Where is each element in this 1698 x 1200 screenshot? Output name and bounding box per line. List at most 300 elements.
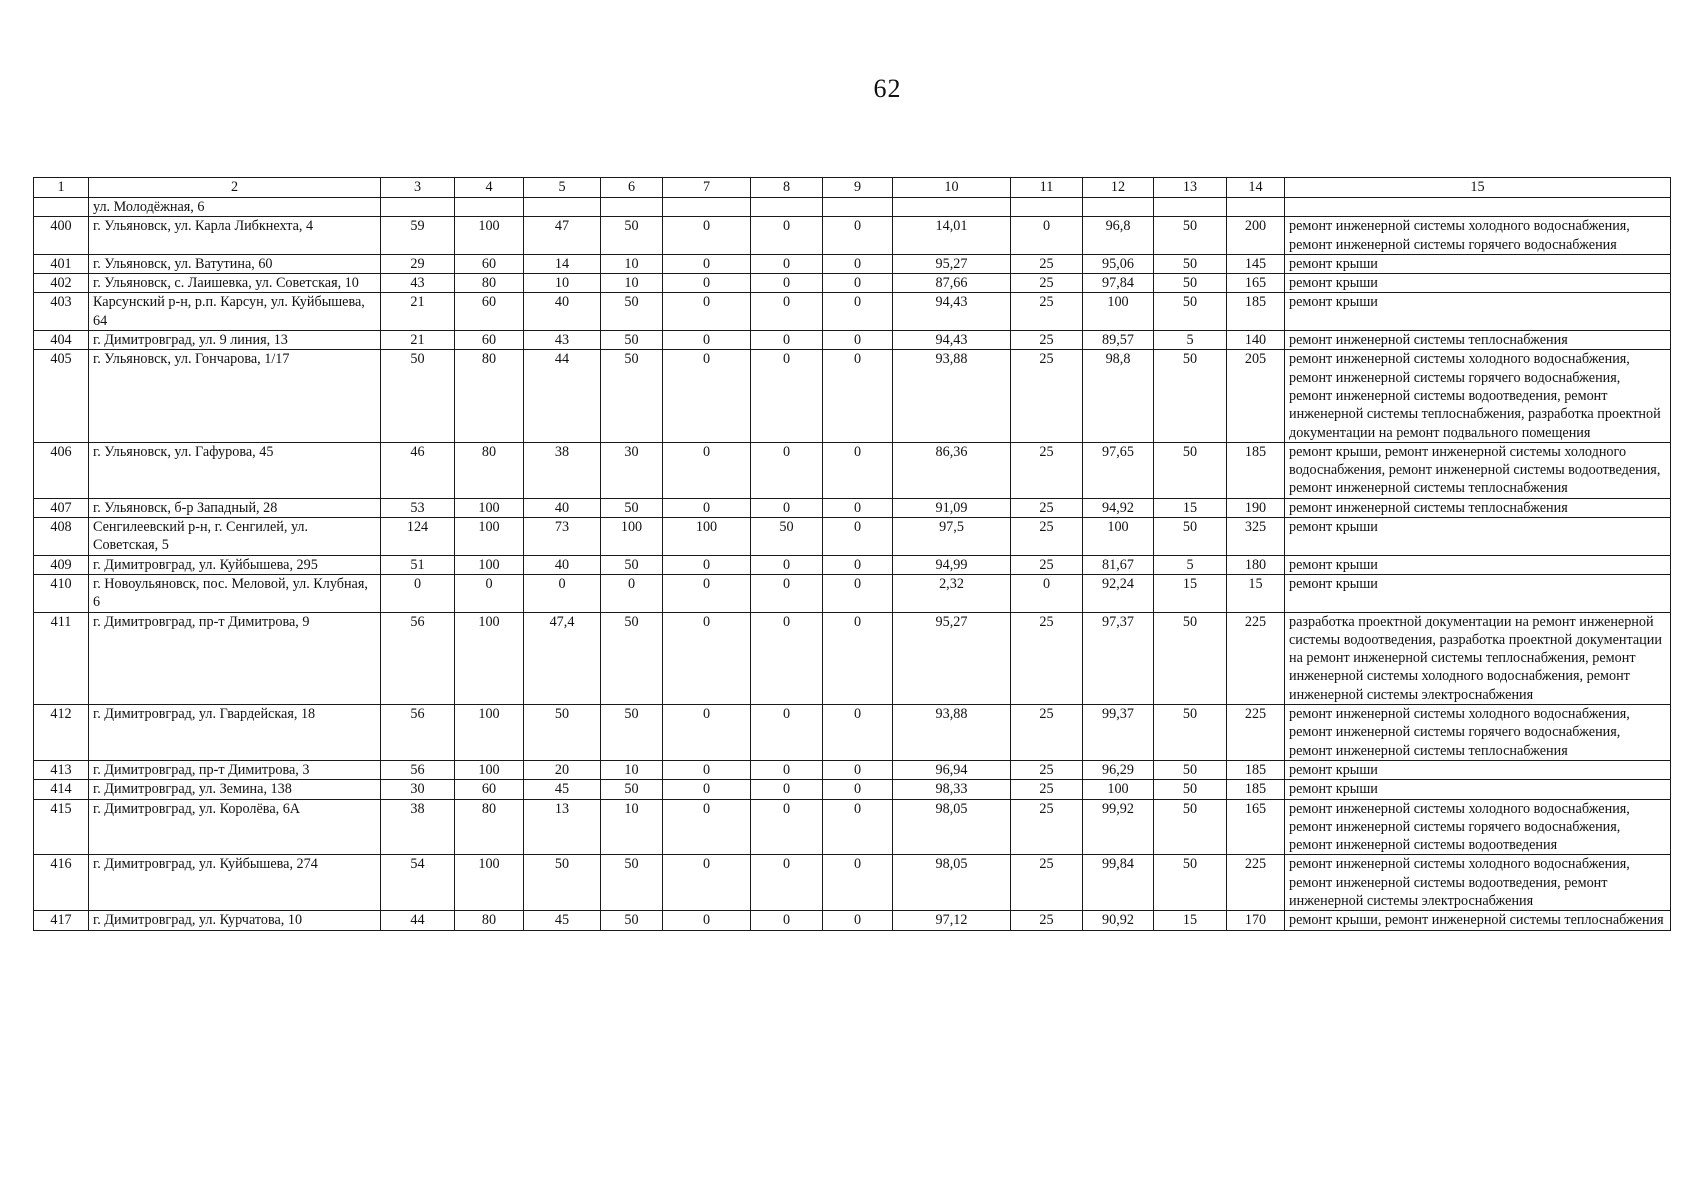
value-cell-col-10: 93,88 [893,350,1011,442]
value-cell-col-4: 100 [455,217,524,255]
value-cell-col-5: 50 [524,855,601,911]
value-cell-col-13: 50 [1154,293,1227,331]
value-cell-col-9: 0 [823,293,893,331]
value-cell-col-14: 185 [1227,760,1285,779]
value-cell-col-13: 50 [1154,780,1227,799]
value-cell-col-4 [455,198,524,217]
value-cell-col-3: 51 [381,555,455,574]
value-cell-col-10: 98,05 [893,799,1011,855]
work-type-cell: ремонт крыши [1285,274,1671,293]
value-cell-col-11: 25 [1011,498,1083,517]
value-cell-col-12: 97,84 [1083,274,1154,293]
value-cell-col-9: 0 [823,612,893,704]
value-cell-col-10: 86,36 [893,442,1011,498]
work-type-cell: ремонт инженерной системы теплоснабжения [1285,498,1671,517]
value-cell-col-7: 0 [663,350,751,442]
work-type-cell: разработка проектной документации на ремонт инженерной системы водоотведения, разработка проектной документации на ремонт инженерной системы теплоснабжения, ремонт инженерной системы холодного водоснабжения, ремонт инженерной системы электроснабжения [1285,612,1671,704]
column-header-14: 14 [1227,178,1285,198]
value-cell-col-4: 80 [455,442,524,498]
table-row [34,574,1671,612]
column-header-5: 5 [524,178,601,198]
value-cell-col-7: 0 [663,555,751,574]
value-cell-col-9: 0 [823,274,893,293]
address-cell: г. Ульяновск, ул. Ватутина, 60 [89,254,381,273]
column-header-11: 11 [1011,178,1083,198]
value-cell-col-4: 100 [455,555,524,574]
work-type-cell: ремонт инженерной системы холодного водоснабжения, ремонт инженерной системы горячего водоснабжения, ремонт инженерной системы водоотведения [1285,799,1671,855]
address-cell: г. Димитровград, ул. Земина, 138 [89,780,381,799]
value-cell-col-13: 50 [1154,274,1227,293]
value-cell-col-9: 0 [823,498,893,517]
column-header-8: 8 [751,178,823,198]
value-cell-col-13: 50 [1154,760,1227,779]
work-type-cell: ремонт крыши, ремонт инженерной системы холодного водоснабжения, ремонт инженерной системы водоотведения, ремонт инженерной системы теплоснабжения [1285,442,1671,498]
value-cell-col-11: 25 [1011,274,1083,293]
row-number-cell: 405 [34,350,89,442]
value-cell-col-6: 50 [601,293,663,331]
value-cell-col-11: 25 [1011,518,1083,556]
value-cell-col-12: 98,8 [1083,350,1154,442]
value-cell-col-14: 165 [1227,799,1285,855]
row-number-cell: 410 [34,574,89,612]
value-cell-col-3: 43 [381,274,455,293]
column-header-2: 2 [89,178,381,198]
value-cell-col-6: 50 [601,855,663,911]
value-cell-col-5: 45 [524,911,601,930]
row-number-cell: 406 [34,442,89,498]
value-cell-col-8: 0 [751,442,823,498]
value-cell-col-12: 90,92 [1083,911,1154,930]
row-number-cell: 400 [34,217,89,255]
row-number-cell: 413 [34,760,89,779]
row-number-cell: 415 [34,799,89,855]
value-cell-col-5: 13 [524,799,601,855]
value-cell-col-9: 0 [823,705,893,761]
value-cell-col-3: 54 [381,855,455,911]
value-cell-col-7: 0 [663,574,751,612]
value-cell-col-3: 38 [381,799,455,855]
address-cell: г. Ульяновск, с. Лаишевка, ул. Советская, 10 [89,274,381,293]
value-cell-col-8: 0 [751,254,823,273]
row-number-cell: 407 [34,498,89,517]
value-cell-col-5: 40 [524,293,601,331]
value-cell-col-12: 99,92 [1083,799,1154,855]
value-cell-col-13: 50 [1154,254,1227,273]
value-cell-col-10: 2,32 [893,574,1011,612]
value-cell-col-8: 50 [751,518,823,556]
value-cell-col-11: 25 [1011,442,1083,498]
value-cell-col-10: 91,09 [893,498,1011,517]
table-row [34,274,1671,293]
value-cell-col-14: 190 [1227,498,1285,517]
row-number-cell: 412 [34,705,89,761]
value-cell-col-5: 38 [524,442,601,498]
table-row [34,293,1671,331]
value-cell-col-3: 56 [381,760,455,779]
work-type-cell: ремонт инженерной системы холодного водоснабжения, ремонт инженерной системы водоотведения, ремонт инженерной системы электроснабжения [1285,855,1671,911]
value-cell-col-12: 95,06 [1083,254,1154,273]
address-cell: г. Димитровград, ул. Куйбышева, 274 [89,855,381,911]
value-cell-col-9: 0 [823,254,893,273]
table-row [34,518,1671,556]
value-cell-col-6: 0 [601,574,663,612]
row-number-cell: 408 [34,518,89,556]
value-cell-col-4: 100 [455,855,524,911]
address-cell: г. Димитровград, ул. Королёва, 6А [89,799,381,855]
value-cell-col-11: 0 [1011,574,1083,612]
value-cell-col-12: 94,92 [1083,498,1154,517]
value-cell-col-12 [1083,198,1154,217]
value-cell-col-5: 14 [524,254,601,273]
value-cell-col-11: 25 [1011,555,1083,574]
work-type-cell: ремонт инженерной системы холодного водоснабжения, ремонт инженерной системы горячего водоснабжения, ремонт инженерной системы водоотведения, ремонт инженерной системы теплоснабжения, разработка проектной документации на ремонт подвального помещения [1285,350,1671,442]
value-cell-col-7: 0 [663,855,751,911]
value-cell-col-14: 140 [1227,331,1285,350]
value-cell-col-6: 30 [601,442,663,498]
header-row [34,178,1671,198]
value-cell-col-3: 21 [381,331,455,350]
value-cell-col-5: 40 [524,555,601,574]
work-type-cell: ремонт инженерной системы холодного водоснабжения, ремонт инженерной системы горячего водоснабжения [1285,217,1671,255]
table-header [34,178,1671,198]
column-header-9: 9 [823,178,893,198]
work-type-cell: ремонт крыши [1285,760,1671,779]
value-cell-col-5: 0 [524,574,601,612]
value-cell-col-9: 0 [823,911,893,930]
value-cell-col-14: 325 [1227,518,1285,556]
value-cell-col-3: 0 [381,574,455,612]
value-cell-col-7 [663,198,751,217]
value-cell-col-13: 50 [1154,217,1227,255]
address-cell: г. Димитровград, пр-т Димитрова, 9 [89,612,381,704]
table-row [34,911,1671,930]
value-cell-col-4: 80 [455,350,524,442]
address-cell: г. Димитровград, пр-т Димитрова, 3 [89,760,381,779]
column-header-6: 6 [601,178,663,198]
value-cell-col-11: 25 [1011,293,1083,331]
value-cell-col-14: 145 [1227,254,1285,273]
value-cell-col-9: 0 [823,574,893,612]
value-cell-col-10 [893,198,1011,217]
value-cell-col-3: 29 [381,254,455,273]
row-number-cell: 416 [34,855,89,911]
value-cell-col-9: 0 [823,442,893,498]
value-cell-col-3: 30 [381,780,455,799]
row-number-cell: 404 [34,331,89,350]
value-cell-col-10: 94,43 [893,293,1011,331]
value-cell-col-14: 185 [1227,442,1285,498]
value-cell-col-3: 53 [381,498,455,517]
value-cell-col-10: 94,43 [893,331,1011,350]
value-cell-col-5: 73 [524,518,601,556]
row-number-cell: 409 [34,555,89,574]
value-cell-col-12: 96,8 [1083,217,1154,255]
value-cell-col-8: 0 [751,274,823,293]
value-cell-col-6: 10 [601,760,663,779]
value-cell-col-6: 100 [601,518,663,556]
column-header-13: 13 [1154,178,1227,198]
value-cell-col-4: 60 [455,293,524,331]
value-cell-col-8: 0 [751,293,823,331]
table-row [34,705,1671,761]
value-cell-col-5: 20 [524,760,601,779]
value-cell-col-5: 10 [524,274,601,293]
value-cell-col-13: 5 [1154,555,1227,574]
value-cell-col-4: 80 [455,911,524,930]
value-cell-col-4: 100 [455,498,524,517]
value-cell-col-7: 0 [663,217,751,255]
value-cell-col-9: 0 [823,799,893,855]
value-cell-col-8: 0 [751,574,823,612]
table-row [34,555,1671,574]
table-body [34,198,1671,931]
value-cell-col-14: 180 [1227,555,1285,574]
value-cell-col-14: 185 [1227,293,1285,331]
value-cell-col-14: 15 [1227,574,1285,612]
work-type-cell: ремонт крыши, ремонт инженерной системы теплоснабжения [1285,911,1671,930]
value-cell-col-9: 0 [823,331,893,350]
value-cell-col-13: 15 [1154,574,1227,612]
value-cell-col-6: 10 [601,274,663,293]
value-cell-col-11: 25 [1011,331,1083,350]
value-cell-col-4: 100 [455,518,524,556]
value-cell-col-7: 0 [663,293,751,331]
value-cell-col-8: 0 [751,799,823,855]
value-cell-col-6: 50 [601,555,663,574]
table-row [34,198,1671,217]
value-cell-col-10: 95,27 [893,612,1011,704]
value-cell-col-4: 0 [455,574,524,612]
table-row [34,217,1671,255]
value-cell-col-13: 50 [1154,612,1227,704]
value-cell-col-14: 225 [1227,855,1285,911]
table-row [34,331,1671,350]
work-type-cell: ремонт крыши [1285,254,1671,273]
value-cell-col-10: 98,33 [893,780,1011,799]
value-cell-col-11: 0 [1011,217,1083,255]
work-type-cell: ремонт крыши [1285,574,1671,612]
column-header-1: 1 [34,178,89,198]
value-cell-col-6: 50 [601,780,663,799]
value-cell-col-9: 0 [823,555,893,574]
value-cell-col-13: 50 [1154,442,1227,498]
value-cell-col-8: 0 [751,612,823,704]
value-cell-col-9: 0 [823,760,893,779]
value-cell-col-6: 50 [601,331,663,350]
value-cell-col-4: 100 [455,705,524,761]
table-row [34,612,1671,704]
row-number-cell: 417 [34,911,89,930]
value-cell-col-13: 15 [1154,498,1227,517]
value-cell-col-7: 0 [663,498,751,517]
value-cell-col-7: 0 [663,612,751,704]
value-cell-col-11: 25 [1011,612,1083,704]
value-cell-col-13: 50 [1154,518,1227,556]
value-cell-col-10: 97,5 [893,518,1011,556]
row-number-cell: 401 [34,254,89,273]
value-cell-col-8 [751,198,823,217]
table-row [34,254,1671,273]
value-cell-col-6: 50 [601,911,663,930]
address-cell: г. Димитровград, ул. Курчатова, 10 [89,911,381,930]
value-cell-col-12: 99,37 [1083,705,1154,761]
address-cell: Карсунский р-н, р.п. Карсун, ул. Куйбышева, 64 [89,293,381,331]
address-cell: г. Ульяновск, ул. Гончарова, 1/17 [89,350,381,442]
value-cell-col-14: 200 [1227,217,1285,255]
value-cell-col-8: 0 [751,555,823,574]
value-cell-col-3: 59 [381,217,455,255]
value-cell-col-9: 0 [823,518,893,556]
column-header-15: 15 [1285,178,1671,198]
value-cell-col-6: 50 [601,217,663,255]
value-cell-col-11: 25 [1011,780,1083,799]
table-row [34,350,1671,442]
value-cell-col-14: 225 [1227,612,1285,704]
value-cell-col-14: 205 [1227,350,1285,442]
value-cell-col-3: 50 [381,350,455,442]
value-cell-col-11: 25 [1011,760,1083,779]
column-header-10: 10 [893,178,1011,198]
value-cell-col-7: 0 [663,799,751,855]
work-type-cell [1285,198,1671,217]
value-cell-col-12: 89,57 [1083,331,1154,350]
value-cell-col-8: 0 [751,911,823,930]
value-cell-col-7: 0 [663,442,751,498]
value-cell-col-5: 47 [524,217,601,255]
column-header-4: 4 [455,178,524,198]
value-cell-col-7: 0 [663,780,751,799]
address-cell: г. Димитровград, ул. Гвардейская, 18 [89,705,381,761]
value-cell-col-3 [381,198,455,217]
value-cell-col-4: 60 [455,331,524,350]
value-cell-col-6: 50 [601,350,663,442]
work-type-cell: ремонт крыши [1285,293,1671,331]
value-cell-col-8: 0 [751,331,823,350]
repair-program-table [33,177,1671,931]
value-cell-col-4: 80 [455,274,524,293]
table-row [34,780,1671,799]
value-cell-col-7: 0 [663,911,751,930]
value-cell-col-8: 0 [751,350,823,442]
value-cell-col-5: 50 [524,705,601,761]
row-number-cell: 403 [34,293,89,331]
value-cell-col-11: 25 [1011,799,1083,855]
value-cell-col-7: 100 [663,518,751,556]
value-cell-col-10: 97,12 [893,911,1011,930]
value-cell-col-11 [1011,198,1083,217]
work-type-cell: ремонт крыши [1285,518,1671,556]
value-cell-col-3: 46 [381,442,455,498]
value-cell-col-5: 40 [524,498,601,517]
address-cell: г. Ульяновск, ул. Карла Либкнехта, 4 [89,217,381,255]
value-cell-col-7: 0 [663,331,751,350]
column-header-3: 3 [381,178,455,198]
value-cell-col-9: 0 [823,350,893,442]
value-cell-col-6: 10 [601,254,663,273]
value-cell-col-4: 100 [455,760,524,779]
value-cell-col-8: 0 [751,760,823,779]
value-cell-col-9: 0 [823,780,893,799]
work-type-cell: ремонт крыши [1285,555,1671,574]
value-cell-col-9: 0 [823,855,893,911]
value-cell-col-13: 5 [1154,331,1227,350]
value-cell-col-13: 50 [1154,855,1227,911]
value-cell-col-11: 25 [1011,350,1083,442]
value-cell-col-4: 100 [455,612,524,704]
value-cell-col-12: 99,84 [1083,855,1154,911]
value-cell-col-7: 0 [663,274,751,293]
value-cell-col-12: 100 [1083,518,1154,556]
value-cell-col-6 [601,198,663,217]
value-cell-col-8: 0 [751,855,823,911]
value-cell-col-14: 225 [1227,705,1285,761]
value-cell-col-11: 25 [1011,705,1083,761]
value-cell-col-6: 50 [601,498,663,517]
value-cell-col-10: 98,05 [893,855,1011,911]
value-cell-col-13: 50 [1154,350,1227,442]
value-cell-col-8: 0 [751,780,823,799]
address-cell: Сенгилеевский р-н, г. Сенгилей, ул. Советская, 5 [89,518,381,556]
address-cell: ул. Молодёжная, 6 [89,198,381,217]
value-cell-col-12: 97,65 [1083,442,1154,498]
row-number-cell: 414 [34,780,89,799]
value-cell-col-8: 0 [751,217,823,255]
value-cell-col-13: 50 [1154,705,1227,761]
work-type-cell: ремонт инженерной системы холодного водоснабжения, ремонт инженерной системы горячего водоснабжения, ремонт инженерной системы теплоснабжения [1285,705,1671,761]
value-cell-col-14: 185 [1227,780,1285,799]
page-number: 62 [873,74,902,103]
row-number-cell [34,198,89,217]
value-cell-col-3: 124 [381,518,455,556]
value-cell-col-3: 56 [381,612,455,704]
value-cell-col-13: 50 [1154,799,1227,855]
value-cell-col-3: 44 [381,911,455,930]
value-cell-col-7: 0 [663,254,751,273]
table-row [34,760,1671,779]
value-cell-col-10: 95,27 [893,254,1011,273]
work-type-cell: ремонт крыши [1285,780,1671,799]
value-cell-col-14 [1227,198,1285,217]
value-cell-col-10: 96,94 [893,760,1011,779]
value-cell-col-3: 56 [381,705,455,761]
value-cell-col-5: 44 [524,350,601,442]
value-cell-col-11: 25 [1011,911,1083,930]
value-cell-col-4: 60 [455,254,524,273]
column-header-12: 12 [1083,178,1154,198]
value-cell-col-12: 81,67 [1083,555,1154,574]
table-row [34,498,1671,517]
value-cell-col-11: 25 [1011,855,1083,911]
value-cell-col-5: 45 [524,780,601,799]
work-type-cell: ремонт инженерной системы теплоснабжения [1285,331,1671,350]
value-cell-col-12: 92,24 [1083,574,1154,612]
address-cell: г. Новоульяновск, пос. Меловой, ул. Клубная, 6 [89,574,381,612]
table-row [34,442,1671,498]
address-cell: г. Димитровград, ул. Куйбышева, 295 [89,555,381,574]
column-header-7: 7 [663,178,751,198]
value-cell-col-7: 0 [663,760,751,779]
value-cell-col-3: 21 [381,293,455,331]
value-cell-col-6: 10 [601,799,663,855]
value-cell-col-9: 0 [823,217,893,255]
value-cell-col-9 [823,198,893,217]
value-cell-col-6: 50 [601,705,663,761]
value-cell-col-5: 47,4 [524,612,601,704]
table-row [34,799,1671,855]
table-row [34,855,1671,911]
value-cell-col-11: 25 [1011,254,1083,273]
value-cell-col-13 [1154,198,1227,217]
